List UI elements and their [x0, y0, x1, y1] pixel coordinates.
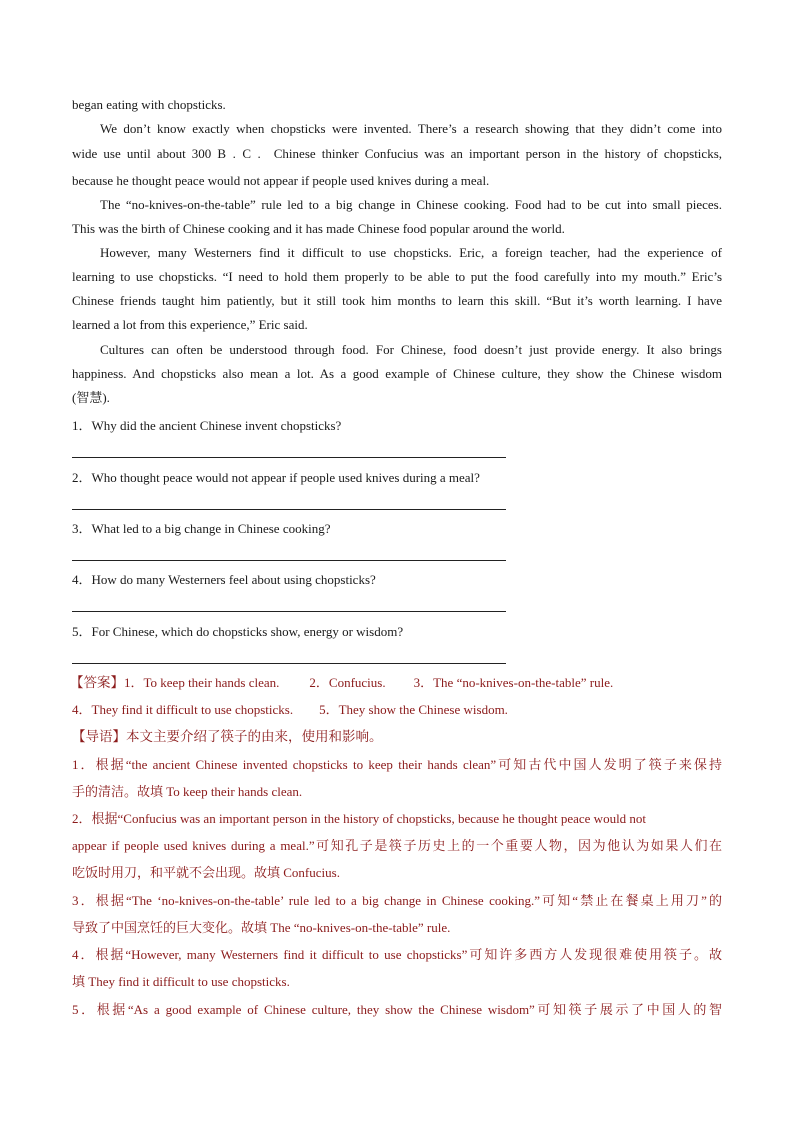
passage-line: However, many Westerners find it difficult to use chopsticks. Eric, a foreign teacher, had the experience of	[100, 245, 722, 260]
answer-line-2[interactable]	[72, 509, 506, 510]
passage-line: learned a lot from this experience,” Eric said.	[72, 317, 308, 332]
passage-line: began eating with chopsticks.	[72, 97, 226, 112]
answer-row-2	[72, 702, 722, 718]
answer-5: 5．They show the Chinese wisdom.	[319, 702, 508, 717]
answer-label: 【答案】	[70, 675, 124, 691]
question-5: 5．For Chinese, which do chopsticks show, energy or wisdom?	[72, 624, 404, 639]
guide-label: 【导语】	[72, 729, 126, 745]
passage-line: Cultures can often be understood through food. For Chinese, food doesn’t just provide energy. It also brings	[100, 342, 722, 357]
passage-line: We don’t know exactly when chopsticks were invented. There’s a research showing that they didn’t come into	[100, 121, 722, 136]
passage-line: The “no-knives-on-the-table” rule led to a big change in Chinese cooking. Food had to be cut into small pieces.	[100, 197, 722, 212]
question-4: 4．How do many Westerners feel about using chopsticks?	[72, 572, 376, 587]
passage-line: Chinese friends taught him patiently, but it still took him months to learn this skill. “But it’s worth learning. I have	[72, 293, 722, 308]
explanation-line: 5．根据“As a good example of Chinese culture, they show the Chinese wisdom”可知筷子展示了中国人的智	[72, 1002, 722, 1017]
answer-line-1[interactable]	[72, 457, 506, 458]
answer-2: 2．Confucius.	[309, 675, 386, 690]
passage-line: (智慧).	[72, 390, 110, 405]
answer-line-5[interactable]	[72, 663, 506, 664]
explanation-line: 1．根据“the ancient Chinese invented chopsticks to keep their hands clean”可知古代中国人发明了筷子来保持	[72, 757, 722, 772]
explanation-line: 4．根据“However, many Westerners find it difficult to use chopsticks”可知许多西方人发现很难使用筷子。故	[72, 947, 722, 962]
question-2: 2．Who thought peace would not appear if people used knives during a meal?	[72, 470, 480, 485]
question-3: 3．What led to a big change in Chinese cooking?	[72, 521, 331, 536]
answer-1: 1．To keep their hands clean.	[124, 675, 280, 690]
explanation-line: 导致了中国烹饪的巨大变化。故填 The “no-knives-on-the-table” rule.	[72, 920, 451, 935]
answer-3: 3．The “no-knives-on-the-table” rule.	[413, 675, 614, 690]
passage-line: because he thought peace would not appear if people used knives during a meal.	[72, 173, 490, 188]
answer-line-3[interactable]	[72, 560, 506, 561]
explanation-line: 2．根据“Confucius was an important person in the history of chopsticks, because he thought peace would not	[72, 811, 647, 826]
explanation-line: 手的清洁。故填 To keep their hands clean.	[72, 784, 303, 799]
passage-line: wide use until about 300 B . C . Chinese thinker Confucius was an important person in the history of chopsticks,	[72, 146, 722, 161]
answer-4: 4．They find it difficult to use chopsticks.	[72, 702, 294, 717]
explanation-line: 吃饭时用刀，和平就不会出现。故填 Confucius.	[72, 865, 340, 880]
guide-row	[72, 729, 722, 745]
passage-line: happiness. And chopsticks also mean a lot. As a good example of Chinese culture, they show the Chinese wisdom	[72, 366, 722, 381]
explanation-line: appear if people used knives during a meal.”可知孔子是筷子历史上的一个重要人物，因为他认为如果人们在	[72, 838, 722, 853]
answer-row-1	[72, 675, 722, 691]
question-1: 1．Why did the ancient Chinese invent chopsticks?	[72, 418, 342, 433]
guide-text: 本文主要介绍了筷子的由来，使用和影响。	[126, 729, 383, 745]
passage-line: This was the birth of Chinese cooking and it has made Chinese food popular around the world.	[72, 221, 565, 236]
answer-line-4[interactable]	[72, 611, 506, 612]
explanation-line: 填 They find it difficult to use chopsticks.	[72, 974, 290, 989]
passage-line: learning to use chopsticks. “I need to hold them properly to be able to put the food carefully into my mouth.” Eric’s	[72, 269, 722, 284]
explanation-line: 3．根据“The ‘no-knives-on-the-table’ rule led to a big change in Chinese cooking.”可知“禁止在餐桌上用刀”的	[72, 893, 722, 908]
